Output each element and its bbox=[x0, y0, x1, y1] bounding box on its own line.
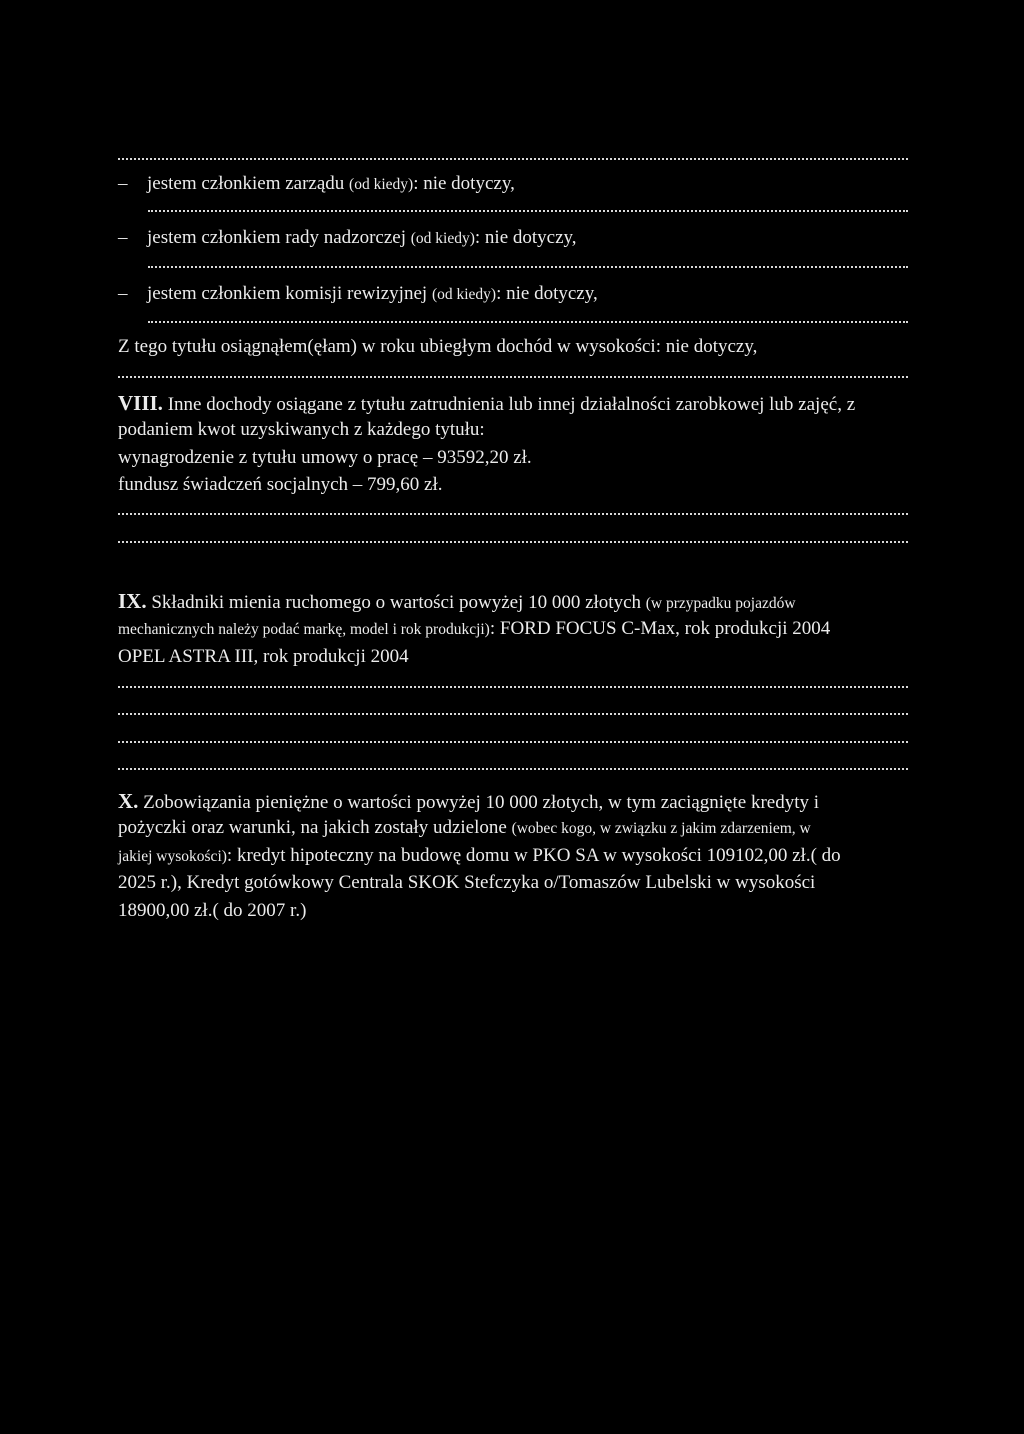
section-x-note: (wobec kogo, w związku z jakim zdarzeniem, w bbox=[511, 820, 811, 837]
income-item-salary: wynagrodzenie z tytułu umowy o pracę – 93592,20 zł. bbox=[118, 447, 532, 468]
list-dash: – bbox=[118, 283, 128, 304]
audit-committee-line bbox=[147, 282, 598, 307]
vehicle-item-ford: : FORD FOCUS C-Max, rok produkcji 2004 bbox=[489, 618, 831, 639]
section-viii-heading bbox=[118, 391, 855, 417]
loan-item-mortgage: : kredyt hipoteczny na budowę domu w PKO SA w wysokości 109102,00 zł.( do bbox=[226, 845, 841, 866]
section-numeral: VIII. bbox=[118, 391, 163, 415]
section-numeral: IX. bbox=[118, 589, 147, 613]
dotted-line bbox=[148, 266, 908, 270]
section-ix-note: (w przypadku pojazdów bbox=[645, 595, 796, 612]
section-viii-text: Inne dochody osiągane z tytułu zatrudnienia lub innej działalności zarobkowej lub zajęć, z bbox=[162, 394, 856, 415]
supervisory-board-line bbox=[147, 226, 577, 251]
section-ix-note-cont: mechanicznych należy podać markę, model i rok produkcji) bbox=[118, 621, 490, 638]
supervisory-board-label: jestem członkiem rady nadzorczej bbox=[147, 227, 411, 248]
audit-committee-value: : nie dotyczy, bbox=[496, 283, 598, 304]
income-last-year: Z tego tytułu osiągnąłem(ęłam) w roku ubiegłym dochód w wysokości: nie dotyczy, bbox=[118, 336, 758, 357]
dotted-line bbox=[118, 768, 908, 772]
section-ix-line-2 bbox=[118, 617, 830, 642]
section-x-line-3 bbox=[118, 844, 841, 869]
dotted-line bbox=[118, 741, 908, 745]
dotted-line bbox=[118, 513, 908, 517]
section-x-text: Zobowiązania pieniężne o wartości powyżej 10 000 złotych, w tym zaciągnięte kredyty i bbox=[138, 792, 820, 813]
supervisory-board-value: : nie dotyczy, bbox=[474, 227, 577, 248]
section-ix-text: Składniki mienia ruchomego o wartości powyżej 10 000 złotych bbox=[146, 592, 646, 613]
list-dash: – bbox=[118, 173, 128, 194]
dotted-line bbox=[148, 321, 908, 325]
board-membership-line bbox=[147, 172, 515, 197]
audit-committee-label: jestem członkiem komisji rewizyjnej bbox=[147, 283, 432, 304]
section-x-heading bbox=[118, 789, 819, 815]
section-x-line-2 bbox=[118, 816, 811, 841]
dotted-line bbox=[148, 210, 908, 214]
board-membership-since: (od kiedy) bbox=[349, 176, 414, 193]
section-x-text-cont: pożyczki oraz warunki, na jakich zostały udzielone bbox=[118, 817, 512, 838]
audit-committee-since: (od kiedy) bbox=[431, 286, 497, 303]
section-numeral: X. bbox=[118, 789, 139, 813]
loan-item-cash-loan: 2025 r.), Kredyt gotówkowy Centrala SKOK Stefczyka o/Tomaszów Lubelski w wysokości bbox=[118, 872, 816, 893]
list-dash: – bbox=[118, 227, 128, 248]
section-viii-text-cont: podaniem kwot uzyskiwanych z każdego tytułu: bbox=[118, 419, 485, 440]
dotted-line bbox=[118, 541, 908, 545]
dotted-line bbox=[118, 713, 908, 717]
board-membership-label: jestem członkiem zarządu bbox=[147, 173, 350, 194]
section-x-note-cont: jakiej wysokości) bbox=[118, 848, 227, 865]
dotted-line bbox=[118, 158, 908, 162]
income-item-social-fund: fundusz świadczeń socjalnych – 799,60 zł. bbox=[118, 474, 443, 495]
board-membership-value: : nie dotyczy, bbox=[413, 173, 515, 194]
vehicle-item-opel: OPEL ASTRA III, rok produkcji 2004 bbox=[118, 646, 409, 667]
dotted-line bbox=[118, 686, 908, 690]
supervisory-board-since: (od kiedy) bbox=[410, 230, 475, 247]
dotted-line bbox=[118, 376, 908, 380]
section-ix-heading bbox=[118, 589, 796, 616]
loan-item-cash-loan-amount: 18900,00 zł.( do 2007 r.) bbox=[118, 900, 307, 921]
